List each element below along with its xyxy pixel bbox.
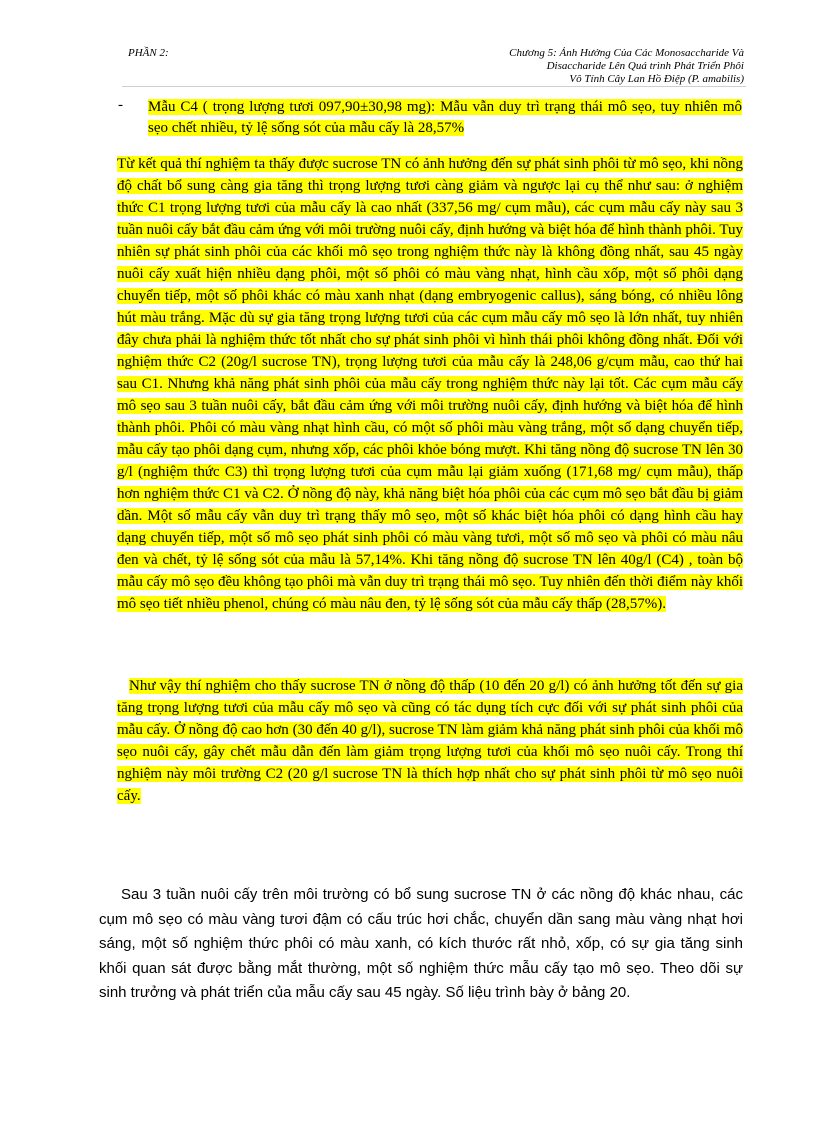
chapter-line: Chương 5: Ảnh Hưởng Của Các Monosaccharide Và — [509, 47, 744, 59]
highlighted-text: Như vậy thí nghiệm cho thấy sucrose TN ở nồng độ thấp (10 đến 20 g/l) có ảnh hưởng tốt đến sự gia tăng trọng lượng tươi của mẫu cấy mô sẹo và cũng có tác dụng tích cực đối với sự phát sinh phôi của mẫu cấy. Ở nồng độ cao hơn (30 đến 40 g/l), sucrose TN làm giảm khả năng phát sinh phôi của khối mô sẹo nuôi cấy, gây chết mẫu dẫn đến làm giảm trọng lượng tươi của khối mô sẹo nuôi cấy. Trong thí nghiệm này môi trường C2 (20 g/l sucrose TN là thích hợp nhất cho sự phát sinh phôi từ mô sẹo nuôi cấy. — [117, 678, 743, 804]
bullet-marker: - — [118, 97, 123, 113]
observation-paragraph — [99, 883, 743, 1006]
header-rule — [122, 86, 746, 87]
highlighted-text: Mẫu C4 ( trọng lượng tươi 097,90±30,98 mg): Mẫu vẫn duy trì trạng thái mô sẹo, tuy nhiên mô sẹo chết nhiều, tỷ lệ sống sót của mẫu cấy là 28,57% — [148, 99, 742, 136]
chapter-line: Disaccharide Lên Quá trình Phát Triển Phôi — [546, 60, 744, 72]
results-paragraph — [117, 153, 743, 615]
page-header-section: PHẦN 2: — [128, 47, 169, 59]
conclusion-paragraph — [117, 675, 743, 807]
bullet-item-c4 — [148, 97, 742, 139]
page-header-chapter — [444, 47, 744, 86]
paragraph-text: Sau 3 tuần nuôi cấy trên môi trường có bổ sung sucrose TN ở các nồng độ khác nhau, các cụm mô sẹo có màu vàng tươi đậm có cấu trúc hơi chắc, chuyển dần sang màu vàng nhạt hơi sáng, một số nghiệm thức phôi có màu xanh, có kích thước rất nhỏ, xốp, có sự gia tăng sinh khối quan sát được bằng mắt thường, một số nghiệm thức mẫu cấy tạo mô sẹo. Theo dõi sự sinh trưởng và phát triển của mẫu cấy sau 45 ngày. Số liệu trình bày ở bảng 20. — [99, 886, 743, 1001]
chapter-line: Vô Tính Cây Lan Hồ Điệp (P. amabilis) — [569, 73, 744, 85]
highlighted-text: Từ kết quả thí nghiệm ta thấy được sucrose TN có ảnh hưởng đến sự phát sinh phôi từ mô sẹo, khi nồng độ chất bổ sung càng gia tăng thì trọng lượng tươi càng giảm và ngược lại cụ thể như sau: ở nghiệm thức C1 trọng lượng tươi của mẫu cấy là cao nhất (337,56 mg/ cụm mẫu), các cụm mẫu cấy này sau 3 tuần nuôi cấy bắt đầu cảm ứng với môi trường nuôi cấy, định hướng và biệt hóa để hình thành phôi. Tuy nhiên sự phát sinh phôi của các khối mô sẹo trong nghiệm thức này là không đồng nhất, sau 45 ngày nuôi cấy xuất hiện nhiều dạng phôi, một số phôi có màu vàng nhạt, hình cầu xốp, một số phôi dạng chuyển tiếp, một số phôi khác có màu xanh nhạt (dạng embryogenic callus), sáng bóng, có nhiều lông hút màu trắng. Mặc dù sự gia tăng trọng lượng tươi của các cụm mẫu cấy mô sẹo là lớn nhất, tuy nhiên đây chưa phải là nghiệm thức tốt nhất cho sự phát sinh phôi vì hình thái phôi không đồng nhất. Đối với nghiệm thức C2 (20g/l sucrose TN), trọng lượng tươi của mẫu cấy là 248,06 g/cụm mẫu, cao thứ hai sau C1. Nhưng khả năng phát sinh phôi của mẫu cấy trong nghiệm thức này lại tốt. Các cụm mẫu cấy mô sẹo sau 3 tuần nuôi cấy, bắt đầu cảm ứng với môi trường nuôi cấy, định hướng và biệt hóa để hình thành phôi. Phôi có màu vàng nhạt hình cầu, có một số phôi màu vàng trắng, một số dạng chuyển tiếp, mẫu cấy tạo phôi dạng cụm, nhưng xốp, các phôi khỏe bóng mượt. Khi tăng nồng độ sucrose TN lên 30 g/l (nghiệm thức C3) thì trọng lượng tươi của cụm mẫu lại giảm xuống (171,68 mg/ cụm mẫu), thấp hơn nghiệm thức C1 và C2. Ở nồng độ này, khả năng biệt hóa phôi của các cụm mô sẹo bắt đầu bị giảm dần. Một số mẫu cấy vẫn duy trì trạng thấy mô sẹo, một số khác biệt hóa phôi có dạng hình cầu hay dạng chuyển tiếp, một số mô sẹo phát sinh phôi có màu vàng tươi, một số mô sẹo và phôi có màu nâu đen và chết, tỷ lệ sống sót của mẫu là 57,14%. Khi tăng nồng độ sucrose TN lên 40g/l (C4) , toàn bộ mẫu cấy mô sẹo đều không tạo phôi mà vẫn duy trì trạng thái mô sẹo. Tuy nhiên đến thời điểm này khối mô sẹo tiết nhiều phenol, chúng có màu nâu đen, tỷ lệ sống sót của mẫu cấy thấp (28,57%). — [117, 156, 743, 612]
